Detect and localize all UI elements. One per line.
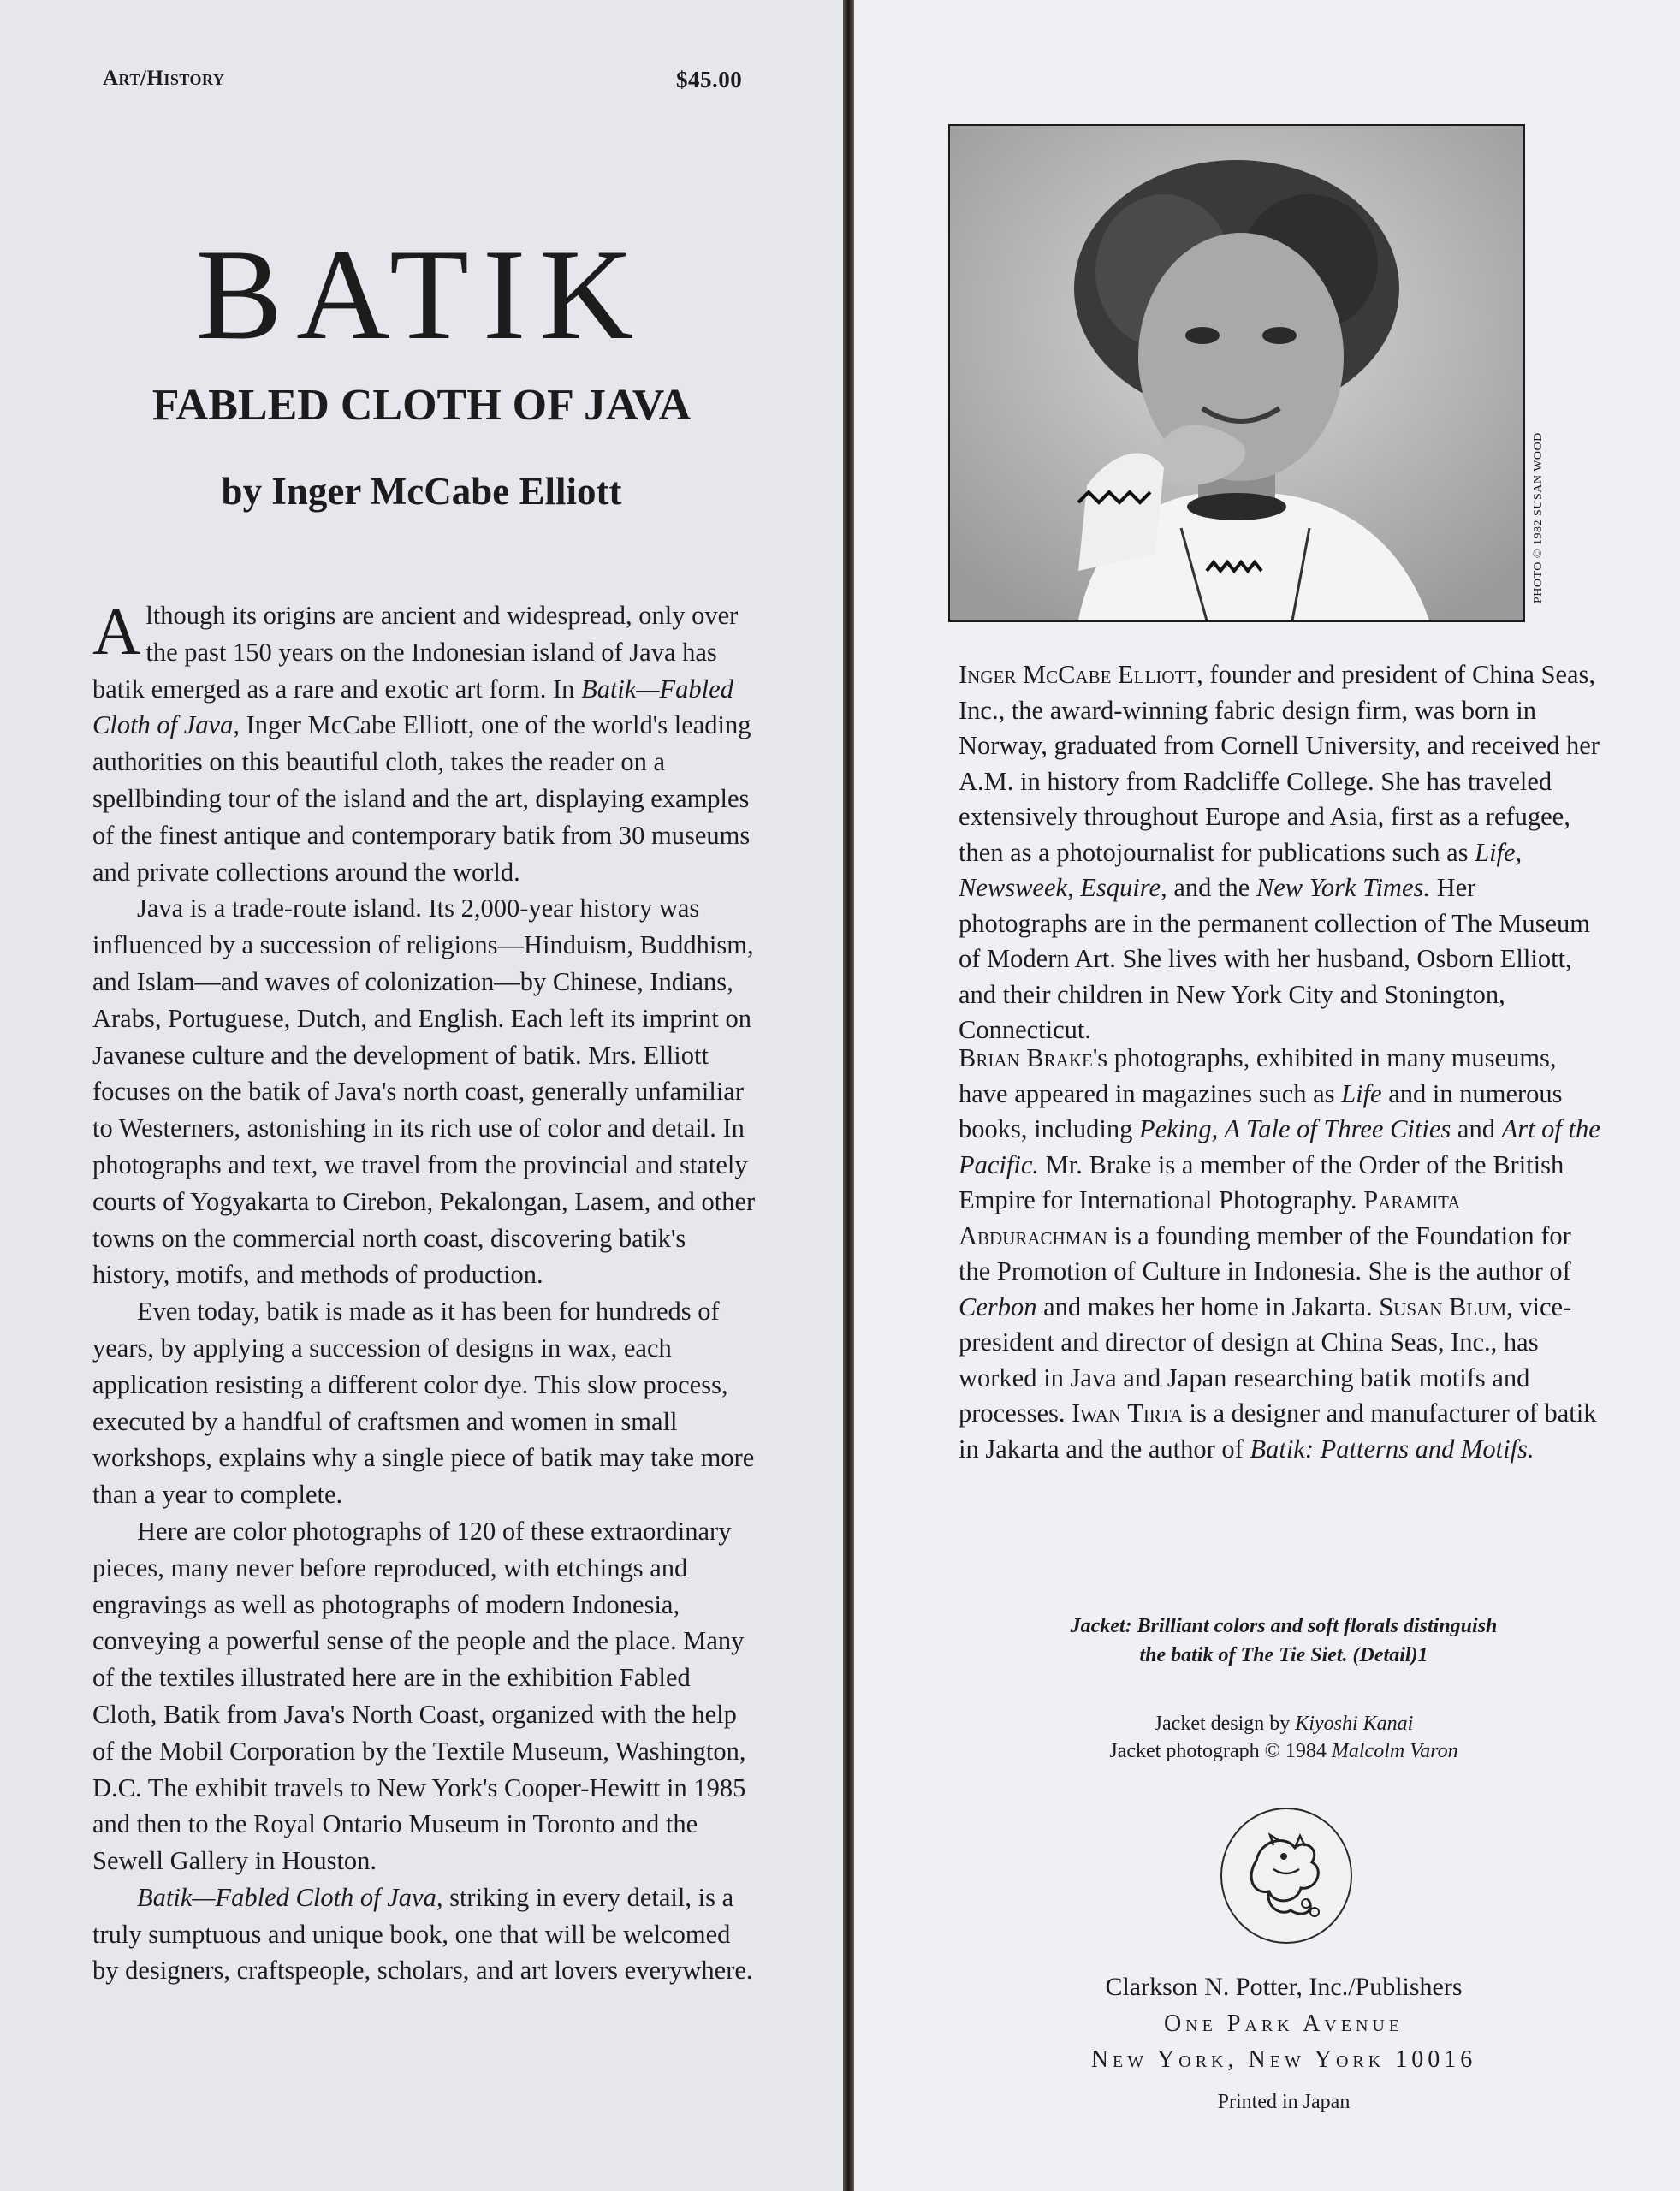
jacket-caption-line: Jacket: Brilliant colors and soft florals distinguish [1070, 1615, 1498, 1637]
sea-creature-icon [1222, 1809, 1351, 1942]
publisher-address-line1: One Park Avenue [1163, 2010, 1404, 2037]
contributor-name: Susan Blum [1379, 1291, 1507, 1321]
publication-name: New York Times. [1256, 873, 1430, 902]
blurb-paragraph [92, 1879, 760, 1989]
contributor-name: Paramita Abdurachman [959, 1185, 1461, 1250]
price-label: $45.00 [676, 67, 743, 92]
bio-text: is a designer and manufacturer of batik in Jakarta and the author of [959, 1398, 1597, 1464]
author-bio-paragraph [959, 657, 1609, 1048]
credit-label: Jacket photograph © 1984 [1109, 1740, 1332, 1762]
photographer-name: Malcolm Varon [1331, 1740, 1458, 1762]
author-name-smallcaps: Inger McCabe Elliott [959, 660, 1197, 689]
bio-text: , founder and president of China Seas, Inc., the award-winning fabric design firm, was born in Norway, graduated from Cornell University, and received her A.M. in history from Radcliffe College. She has traveled extensively throughout Europe and Asia, first as a refugee, then as a photojournalist for publications such as [959, 660, 1600, 867]
blurb-paragraph: Here are color photographs of 120 of these extraordinary pieces, many never before reproduced, with etchings and engravings as well as photographs of modern Indonesia, conveying a powerful sense of the people and the place. Many of the textiles illustrated here are in the exhibition Fabled Cloth, Batik from Java's North Coast, organized with the help of the Mobil Corporation by the Textile Museum, Washington, D.C. The exhibit travels to New York's Cooper-Hewitt in 1985 and then to the Royal Ontario Museum in Toronto and the Sewell Gallery in Houston. [92, 1516, 746, 1876]
book-name: Cerbon [959, 1291, 1037, 1321]
blurb-paragraph: Even today, batik is made as it has been for hundreds of years, by applying a succession of designs in wax, each application resisting a different color dye. This slow process, executed by a handful of craftsmen and women in small workshops, explains why a single piece of batik may take more than a year to complete. [92, 1297, 755, 1510]
book-title-italic: Batik—Fabled Cloth of Java, [137, 1882, 443, 1912]
blurb-paragraph [92, 594, 760, 890]
blurb-paragraph: Java is a trade-route island. Its 2,000-year history was influenced by a succession of religions—Hinduism, Buddhism, and Islam—and waves of colonization—by Chinese, Indians, Arabs, Portuguese, Dutch, and English. Each left its imprint on Javanese culture and the development of batik. Mrs. Elliott focuses on the batik of Java's north coast, generally unfamiliar to Westerners, astonishing in its rich use of color and detail. In photographs and text, we travel from the provincial and stately courts of Yogyakarta to Cirebon, Pekalongan, Lasem, and other towns on the commercial north coast, discovering batik's history, motifs, and methods of production. [92, 894, 756, 1290]
book-name: Art of the Pacific. [959, 1114, 1600, 1179]
publication-name: Life [1341, 1078, 1382, 1108]
author-portrait-image [950, 126, 1523, 620]
jacket-caption-line: the batik of The Tie Siet. (Detail)1 [1139, 1644, 1428, 1666]
jacket-design-credit [976, 1710, 1592, 1737]
bio-text: , vice-president and director of design at China Seas, Inc., has worked in Java and Japan researching batik motifs and processes. [959, 1291, 1572, 1428]
book-subtitle: FABLED CLOTH OF JAVA [151, 381, 692, 430]
author-photo [948, 124, 1525, 622]
flap-blurb [92, 594, 760, 1989]
contributors-paragraph [959, 1041, 1609, 1467]
bio-text: and makes her home in Jakarta. [1036, 1291, 1380, 1321]
bio-text: and [1451, 1114, 1502, 1143]
blurb-text: Inger McCabe Elliott, one of the world's leading authorities on this beautiful cloth, takes the reader on a spellbinding tour of the island and the art, displaying examples of the finest antique and contemporary batik from 30 museums and private collections around the world. [92, 710, 751, 887]
photo-credit-vertical: PHOTO © 1982 SUSAN WOOD [1532, 432, 1545, 603]
book-name: Peking, A Tale of Three Cities [1138, 1114, 1451, 1143]
designer-name: Kiyoshi Kanai [1295, 1713, 1414, 1735]
jacket-photo-credit [976, 1737, 1592, 1765]
blurb-text: lthough its origins are ancient and widespread, only over the past 150 years on the Indonesian island of Java has batik emerged as a rare and exotic art form. In [92, 601, 739, 704]
book-name: Batik: Patterns and Motifs. [1250, 1434, 1535, 1464]
book-gutter [843, 0, 854, 2191]
drop-cap: A [92, 594, 141, 668]
printed-in-note: Printed in Japan [1217, 2091, 1351, 2113]
blurb-text: striking in every detail, is a truly sumptuous and unique book, one that will be welcomed by designers, craftspeople, scholars, and art lovers everywhere. [92, 1882, 753, 1986]
bio-text: Her photographs are in the permanent collection of The Museum of Modern Art. She lives with her husband, Osborn Elliott, and their children in New York City and Stonington, Connecticut. [959, 873, 1591, 1044]
author-byline: by Inger McCabe Elliott [221, 470, 622, 513]
publisher-address-line2: New York, New York 10016 [1090, 2046, 1477, 2073]
category-label: Art/History [103, 67, 225, 90]
bio-text: is a founding member of the Foundation for the Promotion of Culture in Indonesia. She is the author of [959, 1220, 1571, 1286]
contributor-name: Iwan Tirta [1072, 1398, 1183, 1428]
contributors-bio [959, 1041, 1609, 1467]
bio-text: Mr. Brake is a member of the Order of the British Empire for International Photography. [959, 1149, 1564, 1214]
credit-label: Jacket design by [1154, 1713, 1296, 1735]
bio-text: and in numerous books, including [959, 1078, 1563, 1143]
bio-text: 's photographs, exhibited in many museums, have appeared in magazines such as [959, 1043, 1557, 1108]
book-title: BATIK [195, 223, 648, 366]
bio-text: and the [1167, 873, 1256, 902]
publisher-name: Clarkson N. Potter, Inc./Publishers [1105, 1973, 1463, 2001]
publication-names: Life, Newsweek, Esquire, [959, 837, 1523, 902]
book-title-italic: Batik—Fabled Cloth of Java, [92, 674, 733, 740]
contributor-name: Brian Brake [959, 1043, 1093, 1072]
publisher-colophon-icon [1220, 1808, 1352, 1944]
author-bio [959, 657, 1609, 1048]
jacket-caption [976, 1612, 1592, 1670]
